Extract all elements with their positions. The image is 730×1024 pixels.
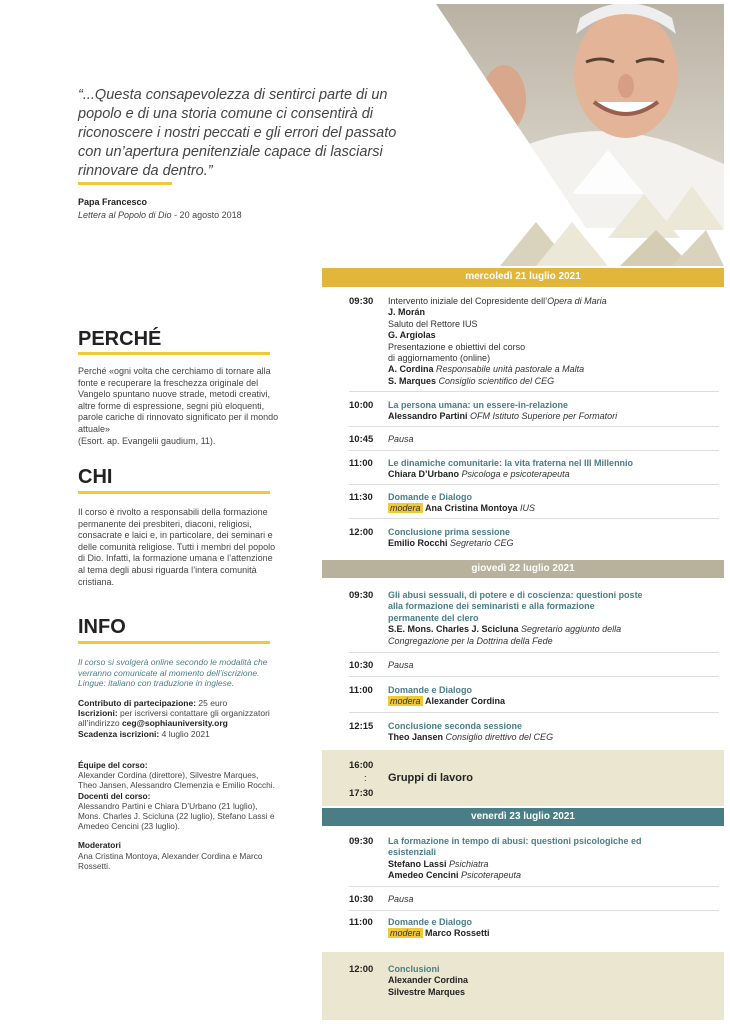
- separator: [349, 391, 719, 392]
- event-title: Domande e Dialogo: [388, 685, 473, 695]
- time-sep: :: [364, 773, 367, 784]
- modera-tag: modera: [390, 503, 421, 514]
- moder-label: Moderatori: [78, 840, 121, 851]
- contrib-label: Contributo di partecipazione:: [78, 698, 197, 708]
- source-date: - 20 agosto 2018: [171, 210, 242, 220]
- speaker-jansen: Theo Jansen: [388, 732, 444, 743]
- modera-tag: modera: [390, 696, 421, 707]
- separator: [349, 712, 719, 713]
- modera-tag: modera: [390, 928, 421, 939]
- opening-opera: Opera di Maria: [547, 296, 607, 306]
- role-montoya: IUS: [517, 503, 536, 514]
- info-heading: INFO: [78, 616, 126, 638]
- separator: [349, 518, 719, 519]
- info-note: Il corso si svolgerà online secondo le modalità che verranno comunicate al momento dell’iscrizione. Lingue: italiano con traduzione in inglese.: [78, 657, 268, 688]
- perche-body: Perché «ogni volta che cerchiamo di tornare alla fonte e recuperare la freschezza originale del Vangelo spuntano nuove strade, metodi creativi, altre forme di espressione, segni più eloquenti, parole cariche di rinnovato significato per il mondo attuale»: [78, 366, 279, 434]
- chi-divider: [78, 491, 270, 494]
- event-title: Domande e Dialogo: [388, 492, 473, 502]
- role-cencini: Psicoterapeuta: [458, 870, 522, 881]
- chi-text: Il corso è rivolto a responsabili della formazione permanente dei presbiteri, diaconi, religiosi, consacrate e laici e, in particolare, dei seminari e delle comunità religiose. Tutti i membri del popolo di Dio. Infatti, la formazione umana e l’attenzione al tema degli abusi riguarda l’intera comunità cristiana.: [78, 507, 276, 587]
- speaker-rocchi: Emilio Rocchi: [388, 538, 448, 549]
- event-dialogo: [388, 917, 718, 940]
- time: 12:00: [349, 964, 374, 975]
- speaker-durbano: Chiara D’Urbano: [388, 469, 460, 480]
- speaker-cordina: A. Cordina: [388, 364, 434, 375]
- event-conclusione2: [388, 721, 718, 744]
- email-link[interactable]: ceg@sophiauniversity.org: [121, 718, 228, 729]
- day-header-22: giovedì 22 luglio 2021: [322, 560, 724, 578]
- speaker-marques: S. Marques: [388, 375, 437, 386]
- event-title: Gli abusi sessuali, di potere e di coscienza: questioni poste alla formazione dei seminaristi e alla formazione permanente del clero: [388, 590, 643, 623]
- contrib-value: 25 euro: [196, 698, 228, 708]
- speaker-cordina: Alexander Cordina: [388, 975, 469, 986]
- role-partini: OFM Istituto Superiore per Formatori: [467, 411, 618, 422]
- event-title: Conclusione seconda sessione: [388, 721, 523, 731]
- event-title: Le dinamiche comunitarie: la vita fraterna nel III Millennio: [388, 458, 634, 468]
- moder-value: Ana Cristina Montoya, Alexander Cordina e Marco Rossetti.: [78, 850, 263, 871]
- time: 11:00: [349, 917, 373, 928]
- perche-ref: (Esort. ap. Evangelii gaudium, 11).: [78, 435, 216, 446]
- opening-line3: Presentazione e obiettivi del corso: [388, 341, 526, 352]
- time: 11:00: [349, 458, 373, 469]
- event-title: Conclusione prima sessione: [388, 527, 511, 537]
- event-abusi: [388, 590, 643, 647]
- speaker-cordina: Alexander Cordina: [425, 696, 506, 707]
- equipe-value: Alexander Cordina (direttore), Silvestre Marques, Theo Jansen, Alessandro Clemenzia e Emilio Rocchi.: [78, 770, 275, 791]
- day1-underline: [322, 286, 724, 287]
- role-scicluna: Segretario aggiunto della Congregazione per la Dottrina della Fede: [388, 624, 622, 646]
- event-title: Conclusioni: [388, 964, 440, 974]
- iscr-value: per iscriversi contattare gli organizzatori all’indirizzo: [78, 708, 270, 729]
- perche-text: [78, 366, 282, 447]
- docenti-label: Docenti del corso:: [78, 790, 151, 801]
- quote-source: [78, 210, 242, 220]
- event-conclusione1: [388, 527, 718, 550]
- speaker-marques: Silvestre Marques: [388, 986, 466, 997]
- event-opening: [388, 296, 718, 387]
- role-cordina: Responsabile unità pastorale a Malta: [433, 364, 585, 375]
- speaker-scicluna: S.E. Mons. Charles J. Scicluna: [388, 624, 519, 635]
- event-pausa: Pausa: [388, 894, 414, 904]
- docenti-value: Alessandro Partini e Chiara D’Urbano (21 luglio), Mons. Charles J. Scicluna (22 luglio), Stefano Lassi e Amedeo Cencini (23 luglio).: [78, 800, 275, 832]
- event-pausa: Pausa: [388, 434, 414, 444]
- speaker-montoya: Ana Cristina Montoya: [425, 503, 518, 514]
- speaker-cencini: Amedeo Cencini: [388, 870, 459, 881]
- equipe-label: Équipe del corso:: [78, 760, 148, 770]
- time: 17:30: [349, 788, 374, 799]
- time: 09:30: [349, 590, 374, 601]
- event-title: Domande e Dialogo: [388, 917, 473, 927]
- event-formazione: [388, 836, 658, 882]
- time: 09:30: [349, 296, 374, 307]
- separator: [349, 484, 719, 485]
- time: 16:00: [349, 760, 374, 771]
- time: 10:30: [349, 894, 374, 905]
- day-header-23: venerdì 23 luglio 2021: [322, 808, 724, 826]
- info-details: [78, 698, 278, 739]
- speaker-partini: Alessandro Partini: [388, 411, 468, 422]
- perche-heading: PERCHÉ: [78, 328, 162, 350]
- role-marques: Consiglio scientifico del CEG: [436, 375, 555, 386]
- event-pausa: Pausa: [388, 660, 414, 670]
- pope-quote: “...Questa consapevolezza di sentirci parte di un popolo e di una storia comune ci consentirà di riconoscere i nostri peccati e gli errori del passato con un’apertura penitenziale capace di lasciarsi rinnovare da dentro.”: [78, 87, 397, 179]
- separator: [349, 676, 719, 677]
- info-staff: [78, 760, 278, 871]
- time: 10:45: [349, 434, 374, 445]
- role-jansen: Consiglio direttivo del CEG: [443, 732, 554, 743]
- perche-divider: [78, 352, 270, 355]
- event-dinamiche: [388, 458, 718, 481]
- event-conclusioni: [388, 964, 718, 998]
- speaker-moran: J. Morán: [388, 307, 426, 318]
- separator: [349, 910, 719, 911]
- source-title: Lettera al Popolo di Dio: [78, 210, 172, 220]
- time: 09:30: [349, 836, 374, 847]
- separator: [349, 886, 719, 887]
- quote-author: Papa Francesco: [78, 197, 148, 207]
- speaker-argiolas: G. Argiolas: [388, 330, 436, 341]
- event-persona: [388, 400, 718, 423]
- time: 11:00: [349, 685, 373, 696]
- event-gruppi: Gruppi di lavoro: [388, 772, 473, 784]
- role-rocchi: Segretario CEG: [447, 538, 514, 549]
- decor-triangles: [496, 150, 724, 266]
- separator: [349, 426, 719, 427]
- time: 12:15: [349, 721, 374, 732]
- quote-divider: [78, 182, 172, 185]
- scad-label: Scadenza iscrizioni:: [78, 728, 160, 739]
- event-title: La persona umana: un essere-in-relazione: [388, 400, 569, 410]
- opening-line4: di aggiornamento (online): [388, 353, 491, 364]
- role-durbano: Psicologa e psicoterapeuta: [459, 469, 570, 480]
- speaker-rossetti: Marco Rossetti: [425, 928, 490, 939]
- speaker-lassi: Stefano Lassi: [388, 858, 447, 869]
- iscr-label: Iscrizioni:: [78, 708, 118, 719]
- time: 11:30: [349, 492, 373, 503]
- day-header-21: mercoledì 21 luglio 2021: [322, 268, 724, 286]
- info-divider: [78, 641, 270, 644]
- scad-value: 4 luglio 2021: [159, 728, 210, 739]
- event-dialogo: [388, 685, 718, 708]
- opening-line2: Saluto del Rettore IUS: [388, 318, 478, 329]
- event-dialogo: [388, 492, 718, 515]
- opening-line1: Intervento iniziale del Copresidente dell’: [388, 296, 548, 306]
- time: 10:30: [349, 660, 374, 671]
- role-lassi: Psichiatra: [446, 858, 489, 869]
- time: 10:00: [349, 400, 374, 411]
- separator: [349, 652, 719, 653]
- time: 12:00: [349, 527, 374, 538]
- event-title: La formazione in tempo di abusi: questioni psicologiche ed esistenziali: [388, 836, 642, 858]
- separator: [349, 450, 719, 451]
- chi-heading: CHI: [78, 466, 113, 488]
